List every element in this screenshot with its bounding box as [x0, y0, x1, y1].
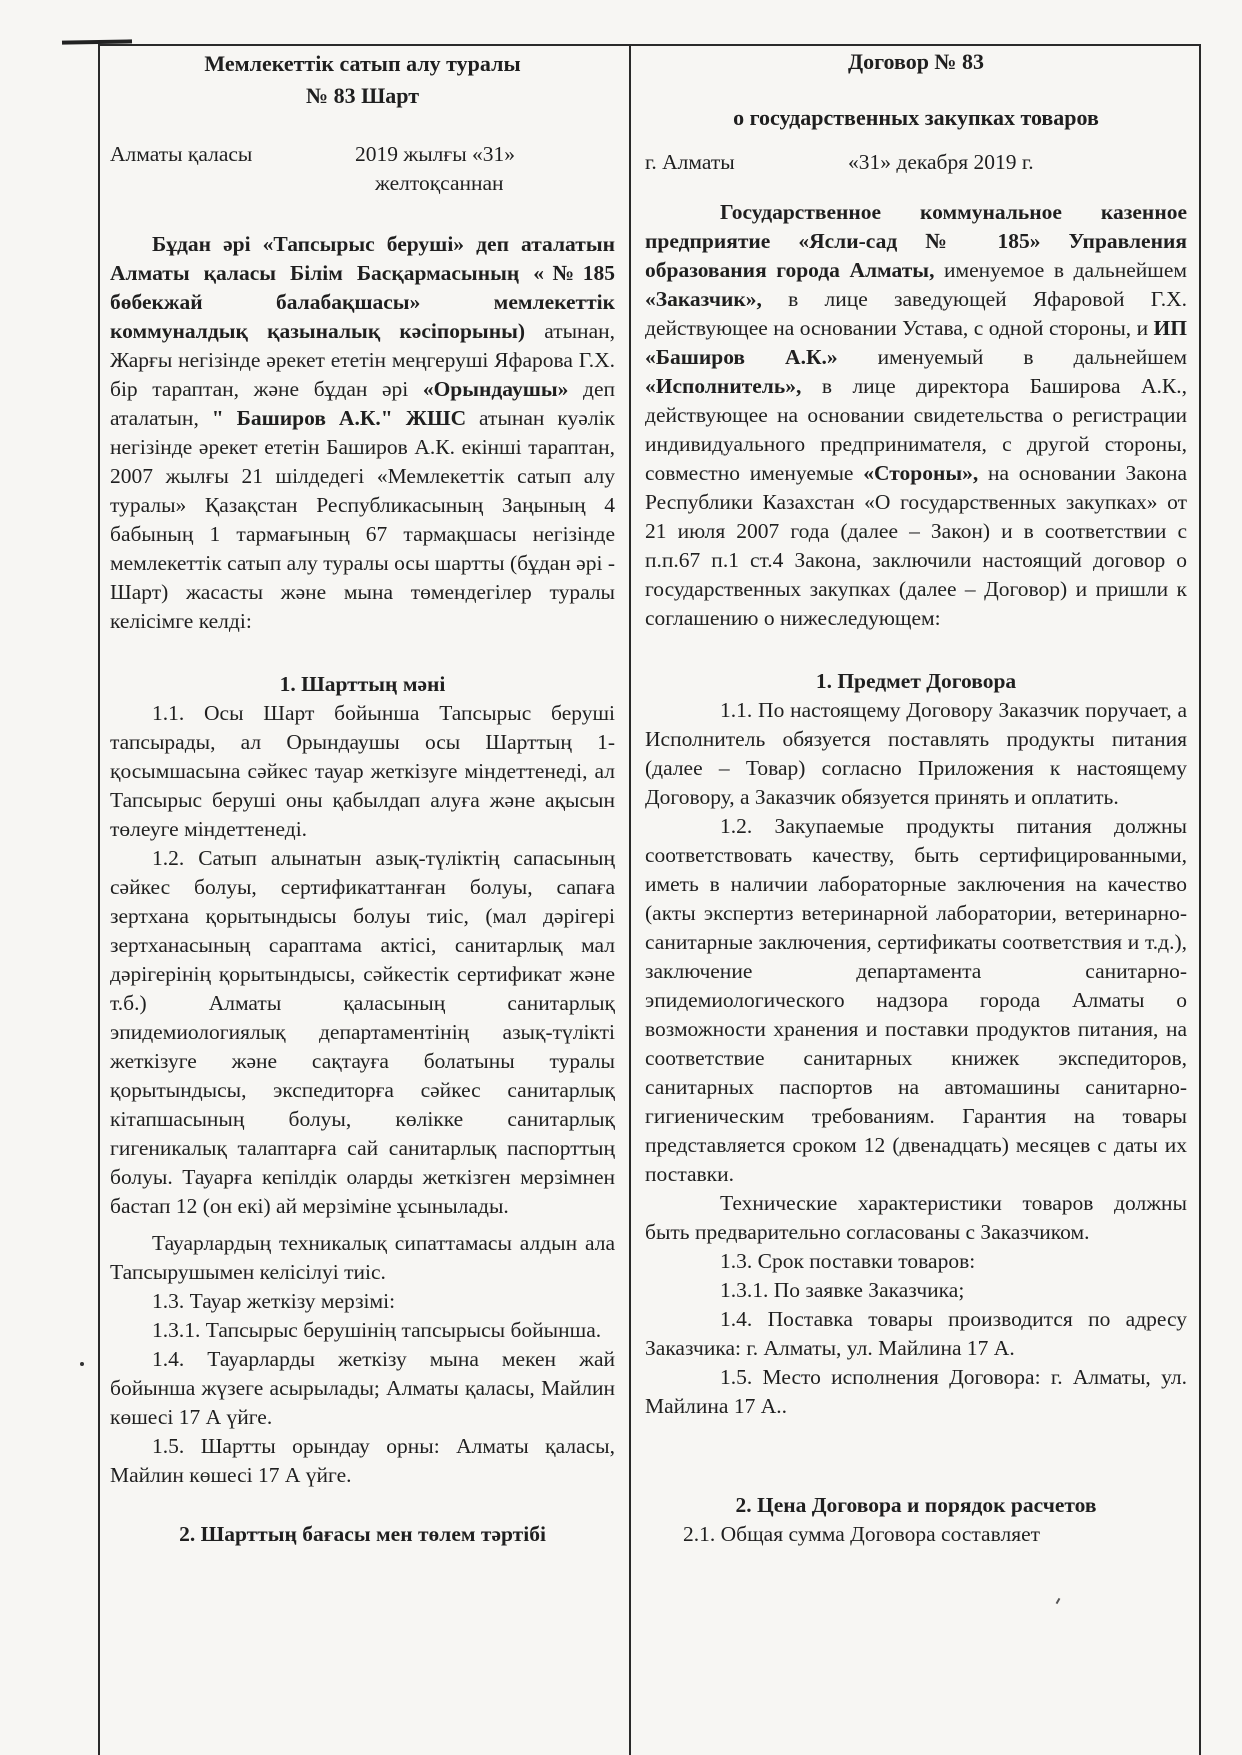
- ru-clause-1-1: 1.1. По настоящему Договору Заказчик поручает, а Исполнитель обязуется поставлять продукты питания (далее – Товар) согласно Приложения к настоящему Договору, а Заказчик обязуется принять и оплатить.: [645, 698, 1187, 809]
- ru-clause-2-1: 2.1. Общая сумма Договора составляет: [683, 1522, 1041, 1546]
- ru-preamble-bold3: ИП «Баширов А.К.»: [645, 316, 1187, 369]
- kz-title-line1: Мемлекеттік сатып алу туралы: [204, 51, 521, 76]
- ru-city-date-row: [645, 148, 1187, 178]
- russian-column: [645, 46, 1187, 1549]
- kz-clause-1-3: 1.3. Тауар жеткізу мерзімі:: [152, 1289, 396, 1313]
- kz-clause-1-5: 1.5. Шартты орындау орны: Алматы қаласы, Майлин көшесі 17 А үйге.: [110, 1434, 615, 1487]
- kz-date-line1: 2019 жылғы «31»: [355, 142, 516, 166]
- kz-clause-1-1: 1.1. Осы Шарт бойынша Тапсырыс беруші тапсырады, ал Орындаушы осы Шарттың 1-қосымшасына сәйкес тауар жеткізуге міндеттенеді, ал Тапсырыс беруші оны қабылдап алуға және ақысын төлеуге міндеттенеді.: [110, 701, 615, 841]
- kz-preamble-text1: атынан, Жарғы негізінде әрекет ететін меңгеруші Яфарова Г.Х. бір тараптан, және бұдан әрі: [110, 319, 615, 401]
- kz-preamble-text2: деп аталатын,: [110, 377, 615, 430]
- kz-date-line2: желтоқсаннан: [375, 171, 504, 195]
- ru-preamble-text2: в лице заведующей Яфаровой Г.Х. действующее на основании Устава, с одной стороны, и: [645, 287, 1187, 340]
- kazakh-column: [110, 46, 615, 1549]
- kz-clause-1-3-1: 1.3.1. Тапсырыс берушінің тапсырысы бойынша.: [152, 1318, 602, 1342]
- ru-city: г. Алматы: [645, 150, 735, 174]
- kz-preamble-bold3: " Баширов А.К." ЖШС: [211, 406, 467, 430]
- ru-preamble-bold2: «Заказчик»,: [645, 287, 762, 311]
- ru-title-sub: о государственных закупках товаров: [733, 105, 1099, 130]
- ru-tech-spec: Технические характеристики товаров должны быть предварительно согласованы с Заказчиком.: [645, 1191, 1187, 1244]
- column-divider: [629, 46, 631, 1755]
- ru-preamble-text1: именуемое в дальнейшем: [934, 258, 1187, 282]
- kz-section1-title: 1. Шарттың мәні: [279, 672, 446, 696]
- kz-preamble-bold2: «Орындаушы»: [422, 377, 569, 401]
- ru-date: «31» декабря 2019 г.: [848, 150, 1034, 174]
- ru-preamble-text3: именуемый в дальнейшем: [837, 345, 1187, 369]
- ru-clause-1-4: 1.4. Поставка товары производится по адресу Заказчика: г. Алматы, ул. Майлина 17 А.: [645, 1307, 1187, 1360]
- scan-artifact-dot: [80, 1362, 84, 1366]
- ru-preamble-text4: в лице директора Баширова А.К., действующее на основании свидетельства о регистрации индивидуального предпринимателя, с другой стороны, совместно именуемые: [645, 374, 1187, 485]
- kz-title-line2: № 83 Шарт: [305, 83, 420, 108]
- kz-city: Алматы қаласы: [110, 142, 253, 166]
- kz-tech-spec: Тауарлардың техникалық сипаттамасы алдын ала Тапсырушымен келісілуі тиіс.: [110, 1231, 615, 1284]
- contract-table: [98, 44, 1201, 1755]
- ru-clause-1-5: 1.5. Место исполнения Договора: г. Алматы, ул. Майлина 17 А..: [645, 1365, 1187, 1418]
- kz-section2-title: 2. Шарттың бағасы мен төлем тәртібі: [179, 1522, 546, 1546]
- ru-clause-1-2: 1.2. Закупаемые продукты питания должны соответствовать качеству, быть сертифицированными, иметь в наличии лабораторные заключения на качество (акты экспертиз ветеринарной лаборатории, ветеринарно-санитарные заключения, сертификаты соответствия и т.д.), заключение департамента санитарно-эпидемиологического надзора города Алматы о возможности хранения и поставки продуктов питания, на соответствие санитарных книжек экспедиторов, санитарных паспортов на автомашины санитарно-гигиеническим требованиям. Гарантия на товары представляется сроком 12 (двенадцать) месяцев с даты их поставки.: [645, 814, 1187, 1186]
- ru-preamble-bold1: Государственное коммунальное казенное предприятие «Ясли-сад № 185» Управления образования города Алматы,: [645, 200, 1187, 282]
- kz-preamble-text3: атынан куәлік негізінде әрекет ететін Баширов А.К. екінші тараптан, 2007 жылғы 21 шілдедегі «Мемлекеттік сатып алу туралы» Қазақстан Республикасының Заңының 4 бабының 1 тармағының 67 тармақшасы негізінде мемлекеттік сатып алу туралы осы шартты (бұдан әрі - Шарт) жасасты және мына төмендегілер туралы келісімге келді:: [110, 406, 615, 633]
- ru-section1-title: 1. Предмет Договора: [815, 669, 1017, 693]
- ru-preamble-text5: на основании Закона Республики Казахстан «О государственных закупках» от 21 июля 2007 года (далее – Закон) и в соответствии с п.п.67 п.1 ст.4 Закона, заключили настоящий договор о государственных закупках (далее – Договор) и пришли к соглашению о нижеследующем:: [645, 461, 1188, 630]
- kz-clause-1-4: 1.4. Тауарларды жеткізу мына мекен жай бойынша жүзеге асырылады; Алматы қаласы, Майлин көшесі 17 А үйге.: [110, 1347, 615, 1429]
- kz-preamble: [110, 230, 615, 636]
- ru-preamble: [645, 198, 1187, 633]
- kz-preamble-bold1: Бұдан әрі «Тапсырыс беруші» деп аталатын Алматы қаласы Білім Басқармасының «№185 бөбекжай балабақшасы» мемлекеттік коммуналдық қазыналық кәсіпорыны): [110, 232, 615, 343]
- ru-preamble-bold4: «Исполнитель»,: [645, 374, 802, 398]
- kz-clause-1-2: 1.2. Сатып алынатын азық-түліктің сапасының сәйкес болуы, сертификаттанған болуы, сапаға зертхана қорытындысы болуы тиіс, (мал дәрігері зертханасының сараптама актісі, санитарлық мал дәрігерінің қорытындысы, сәйкестік сертификат және т.б.) Алматы қаласының санитарлық эпидемиологиялық департаментінің азық-түлікті жеткізуге және сақтауға болатыны туралы қорытындысы, экспедиторға сәйкес санитарлық кітапшасының болуы, көлікке санитарлық гигеникалық талаптарға сай санитарлық паспорттың болуы. Тауарға кепілдік оларды жеткізген мерзімнен бастап 12 (он екі) ай мерзіміне ұсынылады.: [110, 846, 615, 1218]
- ru-clause-1-3-1: 1.3.1. По заявке Заказчика;: [720, 1278, 965, 1302]
- ru-title-main: Договор № 83: [847, 49, 985, 74]
- kz-city-date-row: [110, 140, 615, 198]
- ru-clause-1-3: 1.3. Срок поставки товаров:: [720, 1249, 976, 1273]
- ru-preamble-bold5: «Стороны»,: [863, 461, 979, 485]
- ru-section2-title: 2. Цена Договора и порядок расчетов: [735, 1493, 1097, 1517]
